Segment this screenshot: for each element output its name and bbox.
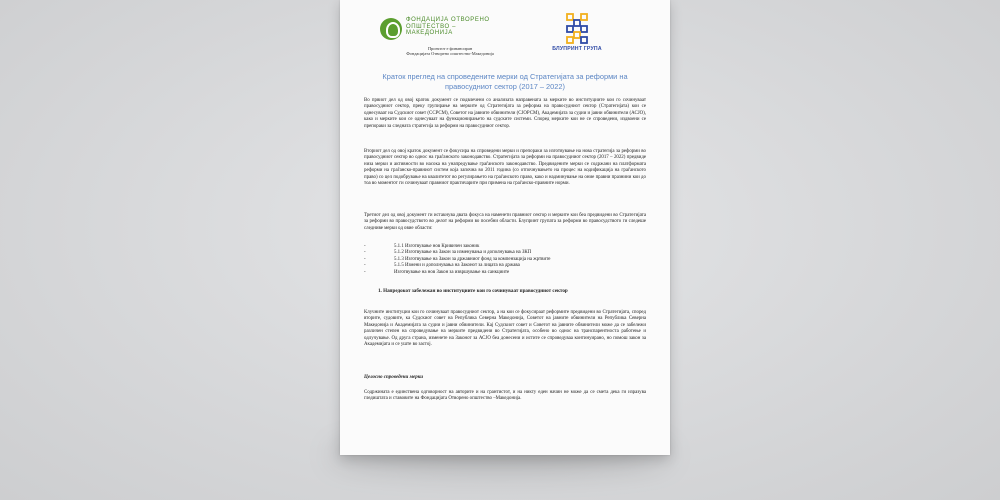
foundation-logo <box>380 16 490 42</box>
blueprint-group-logo <box>552 12 602 54</box>
list-item <box>364 270 646 276</box>
paragraph-4: Клучните институции кои го сочинуваат правосудниот сектор, а на кои се фокусираат реформите предвидени во Стратегијата, според вторите, судовите, ка Судскиот совет на Република Северна Македонија, Советот на јавните обвинители на Република Северна Македонија и Академијата за судии и јавни обвинители. Кај Судскиот совет и Советот на јавните обвинители може да се забележи различен степен на спроведување на мерките предвидени во Стратегијата, особено во однос на транспарентноста работење и одлучување. Од друга страна, изменете на Законот за АСЈО беа донесени и истите се спроведуваа континуирано, но помош закон за Академијата и се уште во застој. <box>364 310 646 348</box>
foundation-logo-text: ФОНДАЦИЈА ОТВОРЕНО ОПШТЕСТВО – МАКЕДОНИЈА <box>406 17 490 37</box>
paragraph-1: Во првиот дел од овој краток документ се подвлечени со анализата направената за мерките во институциите кои го сочинуваат правосудниот сектор, преку групирање на мерките од Стратегијата за реформа на правосудниот сектор (Стратегијата) кои се однесуваат на Судскиот совет (ССРСМ), Советот на јавните обвинители (СЈОРСМ), Академијата за судии и јавни обвинители (АСЈО), како и мерките кои се однесуваат на функционирањето на судските системи. Според мерките кои не се спроведени, издвоени се препораки за следната стратегија за реформи на правосудниот сектор. <box>364 98 646 129</box>
list-bullet: - <box>364 244 366 249</box>
paragraph-3: Третиот дел од овој документ ги истакнува двата фокуса на наменети правниот сектор и мерките кои беа предвидени во Стратегијата за реформи во правосудството во делот на реформи во посебни области. Блупринт групата за реформи во правосудството ги следеше следниве мерки од овие области: <box>364 213 646 231</box>
disclaimer-paragraph: Содржината е единствена одговорност на авторите и на грантистот, и на никту еден начин не може да се смета дека ги изразува гледиштата и ставовите на Фондацијата Отворено општество –Македонија. <box>364 390 646 402</box>
list-item-text: 5.1.1 Изготвување нов Кривичен законик <box>394 244 480 249</box>
section-heading <box>378 288 638 295</box>
list-item-text: 5.1.2 Изготвување на Закон за изменувања и дополнувања на ЗКП <box>394 250 532 256</box>
list-item-text: Изготвување на нов Закон за извршување на санкциите <box>394 269 510 275</box>
list-bullet: - <box>364 256 366 262</box>
list-bullet: - <box>364 263 366 269</box>
document-page <box>340 0 670 455</box>
funding-caption-line2: Фондацијата Отворено општество-Македонија <box>406 51 494 57</box>
funding-caption-line1: Проектот е финансиран <box>427 46 473 51</box>
section-title: Напредокот забележан во институциите кои го сочинуваат правосудниот сектор <box>383 288 568 294</box>
list-bullet: - <box>364 269 366 275</box>
blueprint-logo-icon <box>566 12 588 44</box>
paragraph-2: Вториот дел од овој краток документ се фокусира на спроведени мерки и препораки за изготвување на нова стратегија за реформи во правосудниот сектор во однос на граѓанското законодавство. Стратегијата за реформи на правосудниот сектор (2017 – 2022) предвиде низа мерки и активности во насока на унапредување граѓанското законодавство. Предвидените мерки се содржани на платформата реформи на граѓанско-правниот систем која започна во 2011 година (со отпочнувањето на процес на кодификација на граѓанското право) со цел подобрување на квалитетот во регулирањето на граѓанското право, како и надминување на оние правни празнини кои до тоа во моментот ги сочинуваат правниот практичарите при примена на граѓанско-правните норми. <box>364 149 646 187</box>
list-item-text: 5.1.5 Измени и дополнувања на Законот за лицата на држава <box>394 263 520 269</box>
section-number: 1. <box>378 288 382 294</box>
foundation-logo-icon <box>380 18 402 40</box>
document-title: Краток преглед на спроведените мерки од Стратегијата за реформи на правосудниот сектор (2017 – 2022) <box>382 72 628 91</box>
funding-caption <box>380 46 520 57</box>
blueprint-logo-text: БЛУПРИНТ ГРУПА <box>552 46 602 52</box>
list-item-text: 5.1.3 Изготвување на Закон за државниот фонд за компензација на жртвите <box>394 256 551 262</box>
subheading: Целосно спроведени мерки <box>364 375 424 380</box>
list-bullet: - <box>364 250 366 256</box>
measures-list <box>364 244 646 276</box>
